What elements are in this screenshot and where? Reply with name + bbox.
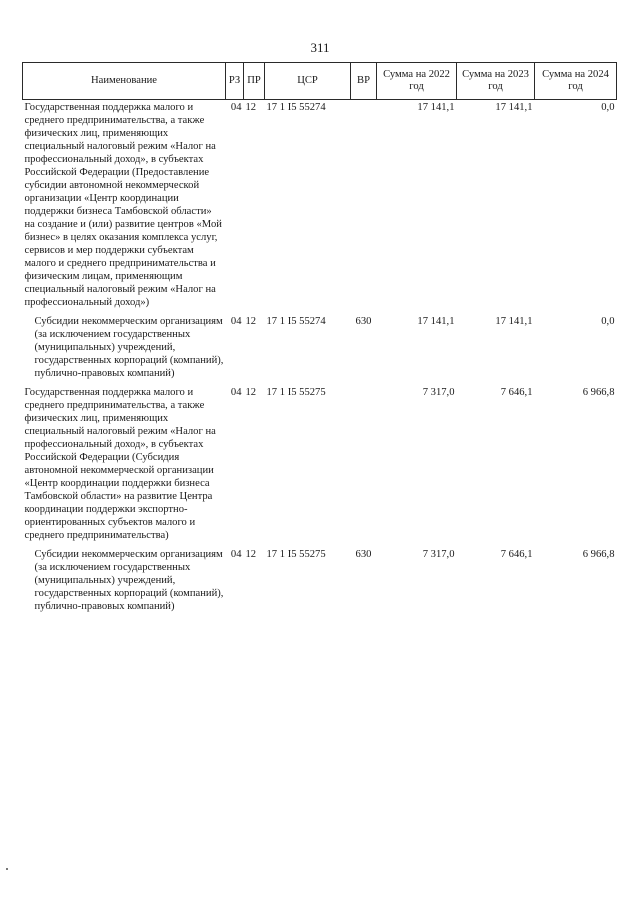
row-rz: 04	[230, 549, 242, 560]
header-csr: ЦСР	[265, 63, 351, 100]
row-rz: 04	[230, 316, 242, 327]
table-row	[23, 385, 617, 547]
row-pr: 12	[245, 102, 257, 113]
header-name: Наименование	[23, 63, 226, 100]
row-vr: 630	[355, 316, 372, 327]
header-pr: ПР	[244, 63, 265, 100]
header-rz: РЗ	[226, 63, 244, 100]
header-sum-2022: Сумма на 2022 год	[377, 63, 457, 100]
row-csr: 17 1 I5 55275	[266, 387, 326, 398]
row-sum-2024: 0,0	[601, 102, 615, 113]
page-number: 311	[310, 40, 330, 55]
row-sum-2024: 6 966,8	[582, 549, 615, 560]
row-sum-2023: 17 141,1	[495, 102, 533, 113]
row-sum-2022: 7 317,0	[422, 387, 455, 398]
table-row	[23, 100, 617, 315]
row-rz: 04	[230, 102, 242, 113]
header-sum-2023: Сумма на 2023 год	[457, 63, 535, 100]
row-sum-2022: 17 141,1	[417, 102, 455, 113]
row-name	[23, 547, 226, 618]
row-name	[23, 314, 226, 385]
row-csr: 17 1 I5 55274	[266, 316, 326, 327]
row-name-text: Субсидии некоммерческим организациям (за исключением государственных (муниципальных) учреждений, государственных корпораций (компаний), публично-правовых компаний)	[34, 316, 224, 379]
scan-dot	[6, 868, 8, 870]
table-row	[23, 314, 617, 385]
row-sum-2023: 7 646,1	[500, 549, 533, 560]
row-name: Государственная поддержка малого и среднего предпринимательства, а также физических лиц, применяющих специальный налоговый режим «Налог на профессиональный доход», в субъектах Российской Федерации (Субсидия автономной некоммерческой организации «Центр координации поддержки бизнеса Тамбовской области» на развитие Центра координации поддержки экспортно-ориентированных субъектов малого и среднего предпринимательства)	[24, 387, 216, 541]
row-vr	[351, 100, 377, 315]
row-sum-2022: 7 317,0	[422, 549, 455, 560]
row-vr	[351, 385, 377, 547]
header-vr: ВР	[351, 63, 377, 100]
row-sum-2024: 0,0	[601, 316, 615, 327]
row-name: Государственная поддержка малого и среднего предпринимательства, а также физических лиц, применяющих специальный налоговый режим «Налог на профессиональный доход», в субъектах Российской Федерации (Предоставление субсидии автономной некоммерческой организации «Центр координации поддержки бизнеса Тамбовской области» на создание и (или) развитие центров «Мой бизнес» в целях оказания комплекса услуг, сервисов и мер поддержки субъектам малого и среднего предпринимательства и физическим лицам, применяющим специальный налоговый режим «Налог на профессиональный доход»)	[24, 102, 222, 308]
row-pr: 12	[245, 549, 257, 560]
row-rz: 04	[230, 387, 242, 398]
header-sum-2024: Сумма на 2024 год	[535, 63, 617, 100]
row-pr: 12	[245, 316, 257, 327]
row-name-text: Субсидии некоммерческим организациям (за исключением государственных (муниципальных) учреждений, государственных корпораций (компаний), публично-правовых компаний)	[34, 549, 224, 612]
row-sum-2023: 17 141,1	[495, 316, 533, 327]
row-pr: 12	[245, 387, 257, 398]
budget-table	[22, 62, 617, 618]
row-vr: 630	[355, 549, 372, 560]
row-sum-2024: 6 966,8	[582, 387, 615, 398]
row-sum-2023: 7 646,1	[500, 387, 533, 398]
table-row	[23, 547, 617, 618]
row-sum-2022: 17 141,1	[417, 316, 455, 327]
row-csr: 17 1 I5 55274	[266, 102, 326, 113]
header-row	[23, 63, 617, 100]
row-csr: 17 1 I5 55275	[266, 549, 326, 560]
